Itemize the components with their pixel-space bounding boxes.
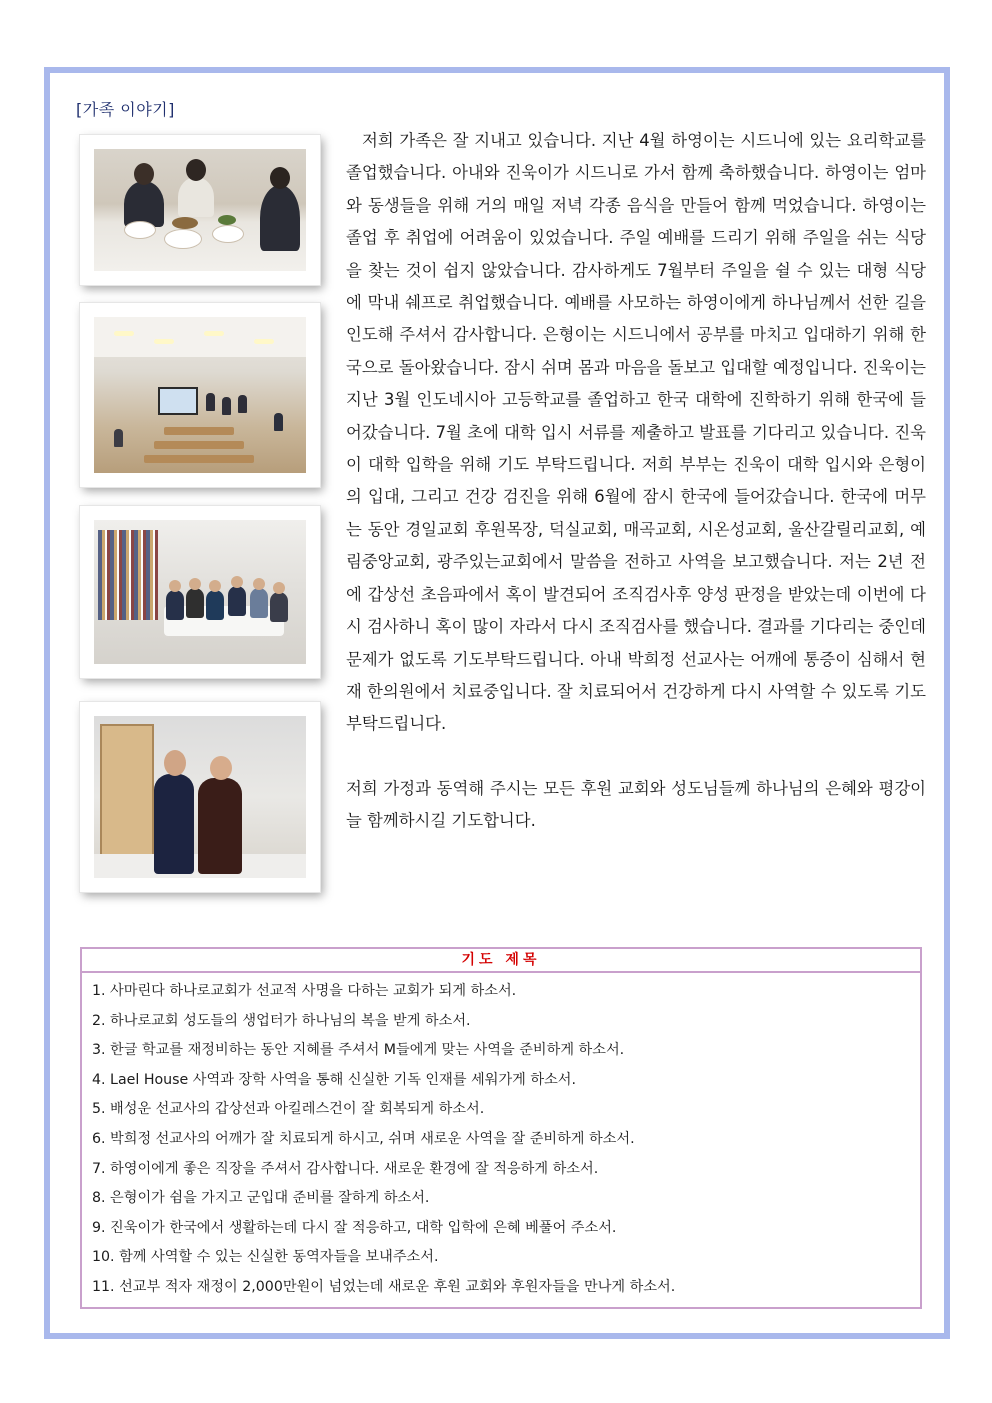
- bookshelf: [98, 530, 158, 620]
- church-hall-photo-image: [94, 317, 306, 473]
- prayer-requests-box: [80, 947, 922, 1309]
- dinner-photo: [80, 135, 320, 285]
- group-photo: [80, 506, 320, 678]
- prayer-item: 11. 선교부 적자 재정이 2,000만원이 넘었는데 새로운 후원 교회와 후원자들을 만나게 하소서.: [92, 1278, 676, 1295]
- prayer-item: 4. Lael House 사역과 장학 사역을 통해 신실한 기독 인재를 세워가게 하소서.: [92, 1071, 577, 1088]
- prayer-item: 10. 함께 사역할 수 있는 신실한 동역자들을 보내주소서.: [92, 1249, 439, 1266]
- prayer-item: 3. 한글 학교를 재정비하는 동안 지혜를 주셔서 M들에게 맞는 사역을 준비하게 하소서.: [92, 1042, 625, 1059]
- two-men-photo: [80, 702, 320, 892]
- prayer-list: [82, 973, 920, 1307]
- prayer-item: 6. 박희정 선교사의 어깨가 잘 치료되게 하시고, 쉬며 새로운 사역을 잘 준비하게 하소서.: [92, 1130, 635, 1147]
- newsletter-frame: [44, 67, 950, 1339]
- section-title: [가족 이야기]: [76, 100, 175, 119]
- group-photo-image: [94, 520, 306, 664]
- prayer-item: 8. 은형이가 쉼을 가지고 군입대 준비를 잘하게 하소서.: [92, 1190, 430, 1207]
- prayer-item: 9. 진욱이가 한국에서 생활하는데 다시 잘 적응하고, 대학 입학에 은혜 베풀어 주소서.: [92, 1219, 617, 1236]
- projection-screen: [158, 387, 198, 415]
- church-hall-photo: [80, 303, 320, 487]
- dinner-photo-image: [94, 149, 306, 271]
- prayer-item: 5. 배성운 선교사의 갑상선과 아킬레스건이 잘 회복되게 하소서.: [92, 1101, 485, 1118]
- prayer-item: 7. 하영이에게 좋은 직장을 주셔서 감사합니다. 새로운 환경에 잘 적응하게 하소서.: [92, 1160, 599, 1177]
- prayer-title: 기도 제목: [82, 949, 920, 973]
- prayer-item: 1. 사마린다 하나로교회가 선교적 사명을 다하는 교회가 되게 하소서.: [92, 983, 517, 999]
- story-paragraph: 저희 가족은 잘 지내고 있습니다. 지난 4월 하영이는 시드니에 있는 요리학교를 졸업했습니다. 아내와 진욱이가 시드니로 가서 함께 축하했습니다. 하영이는 엄마와 동생들을 위해 거의 매일 저녁 각종 음식을 만들어 함께 먹었습니다. 하영이는 졸업 후 취업에 어려움이 있었습니다. 주일 예배를 드리기 위해 주일을 쉬는 식당을 찾는 것이 쉽지 않았습니다. 감사하게도 7월부터 주일을 쉴 수 있는 대형 식당에 막내 쉐프로 취업했습니다. 예배를 사모하는 하영이에게 하나님께서 선한 길을 인도해 주셔서 감사합니다. 은형이는 시드니에서 공부를 마치고 입대하기 위해 한국으로 돌아왔습니다. 잠시 쉬며 몸과 마음을 돌보고 입대할 예정입니다. 진욱이는 지난 3월 인도네시아 고등학교를 졸업하고 한국 대학에 진학하기 위해 한국에 들어갔습니다. 7월 초에 대학 입시 서류를 제출하고 발표를 기다리고 있습니다. 진욱이 대학 입학을 위해 기도 부탁드립니다. 저희 부부는 진욱이 대학 입시와 은형이의 입대, 그리고 건강 검진을 위해 6월에 잠시 한국에 들어갔습니다. 한국에 머무는 동안 경일교회 후원목장, 덕실교회, 매곡교회, 시온성교회, 울산갈릴리교회, 예림중앙교회, 광주있는교회에서 말씀을 전하고 사역을 보고했습니다. 저는 2년 전에 갑상선 초음파에서 혹이 발견되어 조직검사후 양성 판정을 받았는데 이번에 다시 검사하니 혹이 많이 자라서 다시 조직검사를 했습니다. 결과를 기다리는 중인데 문제가 없도록 기도부탁드립니다. 아내 박희정 선교사는 어깨에 통증이 심해서 현재 한의원에서 치료중입니다. 잘 치료되어서 건강하게 다시 사역할 수 있도록 기도 부탁드립니다.: [346, 131, 926, 734]
- story-closing-paragraph: 저희 가정과 동역해 주시는 모든 후원 교회와 성도님들께 하나님의 은혜와 평강이 늘 함께하시길 기도합니다.: [346, 778, 926, 831]
- family-story: [346, 125, 926, 838]
- two-men-photo-image: [94, 716, 306, 878]
- prayer-item: 2. 하나로교회 성도들의 생업터가 하나님의 복을 받게 하소서.: [92, 1012, 471, 1029]
